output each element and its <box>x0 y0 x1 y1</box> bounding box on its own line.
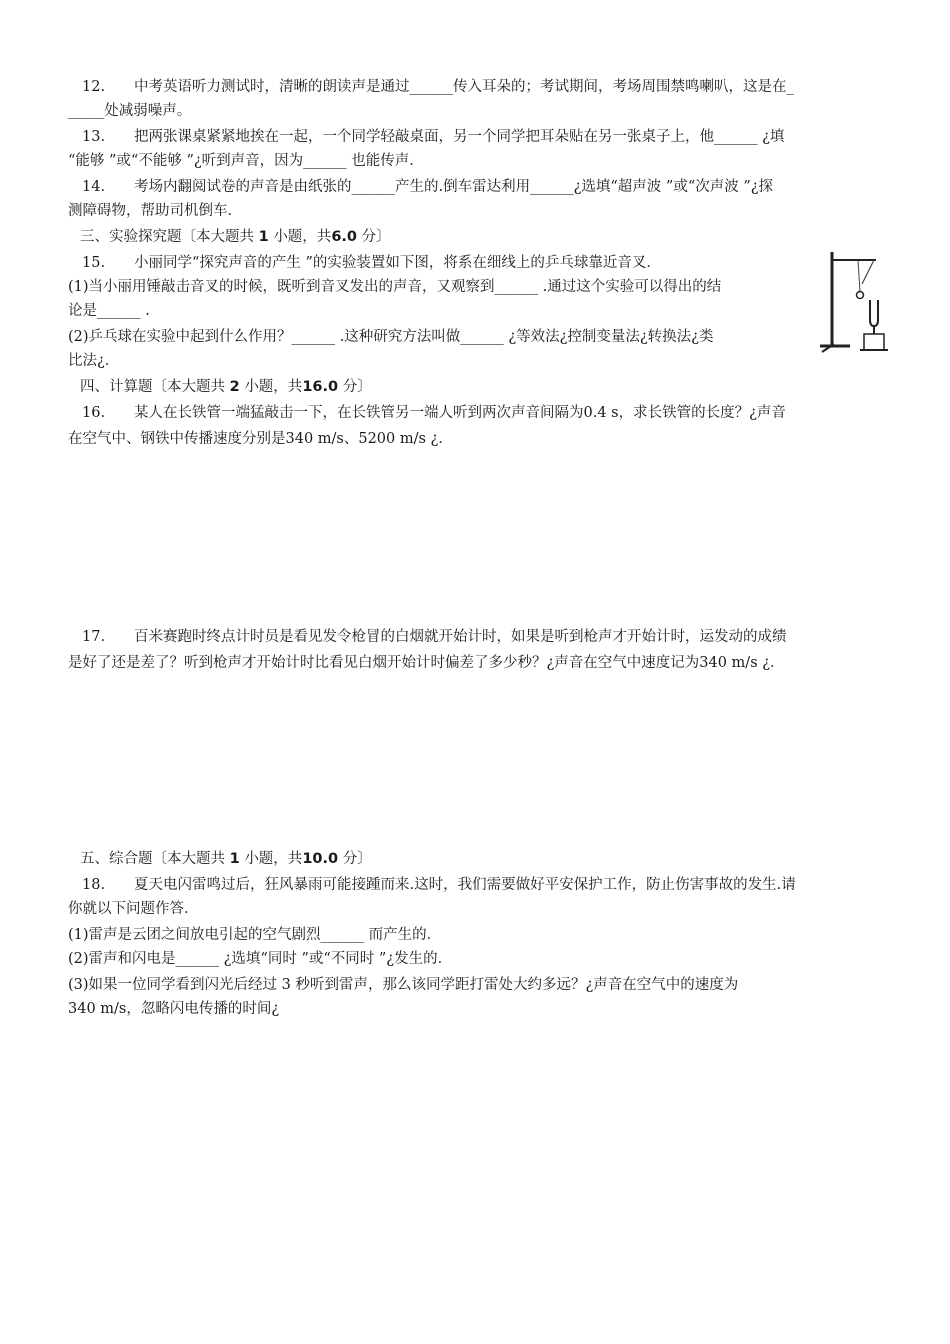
question-12-line-1 <box>82 76 892 98</box>
question-18-line-3: (1)雷声是云团之间放电引起的空气剧烈______ 而产生的． <box>68 927 442 943</box>
question-13-line-1 <box>82 126 827 148</box>
tuning-fork-apparatus-icon <box>814 248 894 360</box>
question-16-line-2: 在空气中、钢铁中传播速度分别是340 m/s、5200 m/s ¿． <box>68 431 453 447</box>
question-15-line-1 <box>82 252 812 274</box>
question-16-line-1 <box>82 402 892 424</box>
question-15-line-5: 比法¿． <box>68 353 120 369</box>
question-15-line-2: (1)当小丽用锤敲击音叉的时候，既听到音叉发出的声音，又观察到______ .通过这个实验可以得出的结 <box>68 279 722 295</box>
question-12-line-2: _____处减弱噪声。 <box>68 103 192 119</box>
question-17-line-2: 是好了还是差了？听到枪声才开始计时比看见白烟开始计时偏差了多少秒？¿声音在空气中速度记为340 m/s ¿． <box>68 655 785 671</box>
question-17-line-1 <box>82 626 892 648</box>
question-18-line-1 <box>82 874 892 896</box>
section-4-heading: 四、计算题〔本大题共 2 小题，共16.0 分〕 <box>80 379 372 395</box>
question-number: 15. <box>82 255 106 271</box>
question-number: 18. <box>82 877 106 893</box>
question-text: 夏天电闪雷鸣过后，狂风暴雨可能接踵而来.这时，我们需要做好平安保护工作，防止伤害事故的发生.请 <box>134 877 796 893</box>
question-text: 百米赛跑时终点计时员是看见发令枪冒的白烟就开始计时，如果是听到枪声才开始计时，运发动的成绩 <box>134 629 787 645</box>
question-number: 16. <box>82 405 106 421</box>
question-18-line-6: 340 m/s，忽略闪电传播的时间¿ <box>68 1001 280 1017</box>
question-text: 某人在长铁管一端猛敲击一下，在长铁管另一端人听到两次声音间隔为0.4 s，求长铁管的长度？¿声音 <box>134 405 786 421</box>
question-text: 中考英语听力测试时，清晰的朗读声是通过______传入耳朵的；考试期间，考场周围禁鸣喇叭，这是在_ <box>134 79 794 95</box>
question-number: 17. <box>82 629 106 645</box>
section-3-heading: 三、实验探究题〔本大题共 1 小题，共6.0 分〕 <box>80 229 391 245</box>
question-text: 考场内翻阅试卷的声音是由纸张的______产生的.倒车雷达利用______¿选填“超声波 ”或“次声波 ”¿探 <box>134 179 774 195</box>
question-13-line-2: “能够 ”或“不能够 ”¿听到声音，因为______ 也能传声． <box>68 153 424 169</box>
question-number: 13. <box>82 129 106 145</box>
question-14-line-1 <box>82 176 827 198</box>
question-text: 把两张课桌紧紧地挨在一起，一个同学轻敲桌面，另一个同学把耳朵贴在另一张桌子上，他______ ¿填 <box>134 129 785 145</box>
question-15-line-3: 论是______ . <box>68 303 150 319</box>
section-5-heading: 五、综合题〔本大题共 1 小题，共10.0 分〕 <box>80 851 372 867</box>
question-text: 小丽同学“探究声音的产生 ”的实验装置如下图，将系在细线上的乒乓球靠近音叉． <box>134 255 661 271</box>
question-15-line-4: (2)乒乓球在实验中起到什么作用？______ .这种研究方法叫做______ ¿等效法¿控制变量法¿转换法¿类 <box>68 329 714 345</box>
question-18-line-5: (3)如果一位同学看到闪光后经过 3 秒听到雷声，那么该同学距打雷处大约多远？¿声音在空气中的速度为 <box>68 977 739 993</box>
question-18-line-4: (2)雷声和闪电是______ ¿选填“同时 ”或“不同时 ”¿发生的． <box>68 951 453 967</box>
question-number: 14. <box>82 179 106 195</box>
question-number: 12. <box>82 79 106 95</box>
question-18-line-2: 你就以下问题作答． <box>68 901 199 917</box>
question-14-line-2: 测障碍物，帮助司机倒车． <box>68 203 242 219</box>
